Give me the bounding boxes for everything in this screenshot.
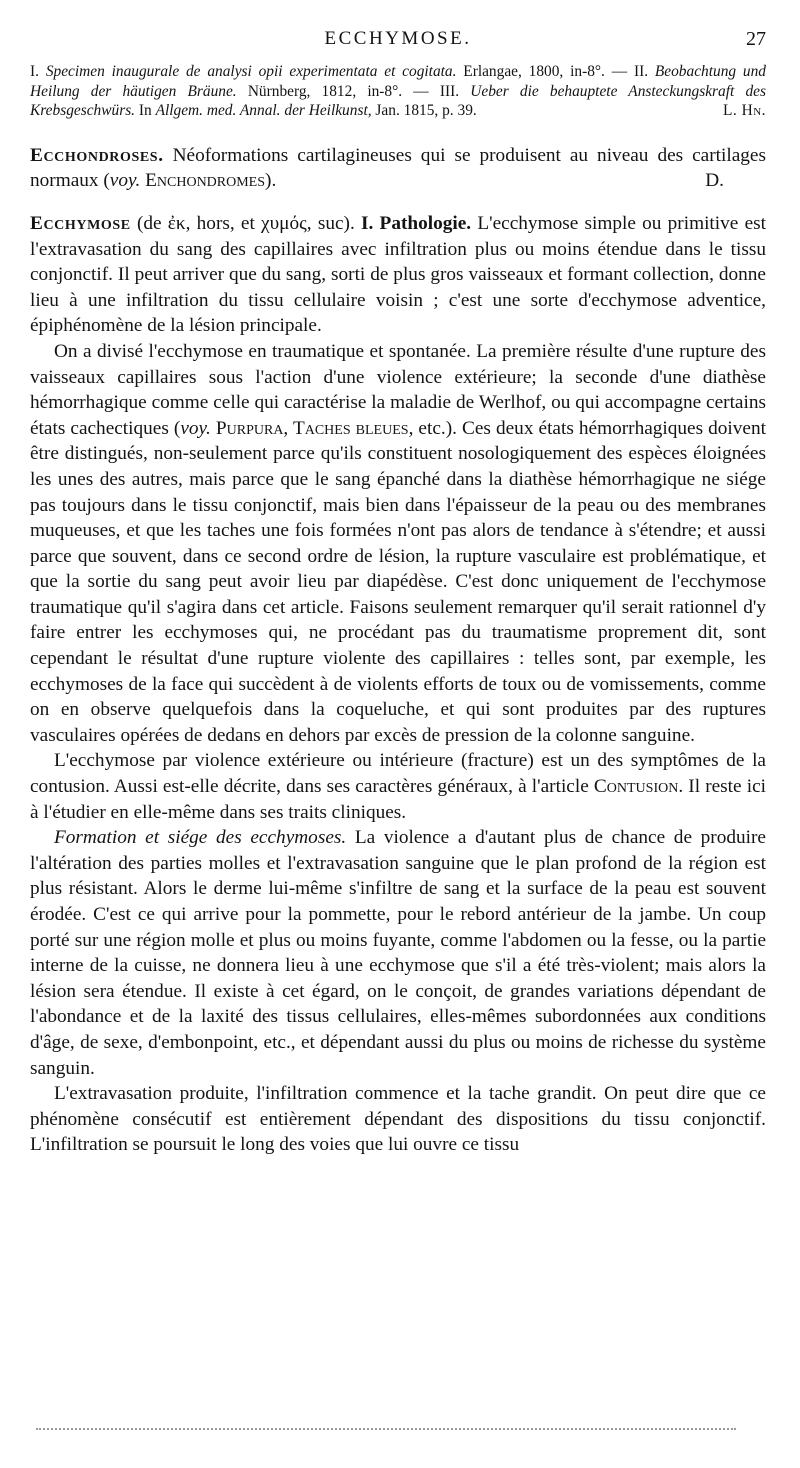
paragraph-text: L'ecchymose par violence extérieure ou intérieure (fracture) est un des symptômes de la contusion. Aussi est-elle décrite, dans ses caractères généraux, à l'article bbox=[30, 750, 766, 798]
section-heading: I. Pathologie. bbox=[361, 212, 472, 234]
running-title: ECCHYMOSE. bbox=[324, 28, 472, 49]
bibliography-block bbox=[30, 62, 766, 121]
biblio-title: Specimen inaugurale de analysi opii experimentata et cogitata. bbox=[45, 63, 457, 80]
cross-reference: Contusion bbox=[593, 776, 679, 798]
paragraph bbox=[30, 1081, 766, 1158]
paragraph-text: On a divisé l'ecchymose en traumatique et spontanée. La première résulte d'une rupture des vaisseaux capillaires sous l'action d'une violence extérieure; la seconde d'une diathèse hémorrhagique comme celle qui caractérise la maladie de Werlhof, ou qui accompagne certains états cachectiques ( bbox=[30, 340, 766, 439]
bottom-dotted-rule bbox=[36, 1428, 736, 1430]
document-page bbox=[30, 26, 766, 1158]
see-also-label: voy. bbox=[180, 417, 211, 439]
cross-reference: Enchondromes bbox=[140, 170, 266, 192]
paragraph bbox=[30, 825, 766, 1081]
biblio-title: Beobachtung und Heilung der häutigen Bräune. bbox=[30, 63, 766, 100]
biblio-text: Nürnberg, 1812, in-8°. — III. bbox=[236, 82, 471, 100]
paragraph-text: . Il reste ici à l'étudier en elle-même dans ses traits cliniques. bbox=[30, 776, 767, 823]
paragraph bbox=[30, 339, 766, 749]
cross-reference: Purpura, Taches bleues bbox=[210, 417, 409, 439]
paragraph-text: , etc.). Ces deux états hémorrhagiques doivent être distingués, non-seulement parce qu'ils constituent nosologiquement des espèces éloignées les unes des autres, mais parce que le sang épanché dans la diathèse hémorrhagique ne siége pas toujours dans le tissu conjonctif, mais bien dans l'épaisseur de la peau ou des membranes muqueuses, et que les taches une fois formées n'ont pas alors de tendance à s'étendre; et aussi parce que souvent, dans ce second ordre de lésion, la rupture vasculaire est problématique, et que la sortie du sang peut avoir lieu par diapédèse. C'est donc uniquement de l'ecchymose traumatique qu'il s'agira dans cet article. Faisons seulement remarquer qu'il serait rationnel d'y faire entrer les ecchymoses qui, ne procédant pas du traumatisme proprement dit, sont cependant le résultat d'une rupture violente des capillaires : telles sont, par exemple, les ecchymoses de la face qui succèdent à de violents efforts de toux ou de vomissements, comme on en observe quelquefois dans la coqueluche, et qui sont produites par des ruptures vasculaires opérées de dedans en dehors par excès de pression de la colonne sanguine. bbox=[30, 417, 766, 746]
paragraph bbox=[30, 748, 766, 825]
biblio-text: In bbox=[135, 102, 156, 120]
author-signature: L. Hn. bbox=[722, 102, 766, 120]
entry-ecchondroses bbox=[30, 143, 766, 194]
paragraph-text: L'ecchymose simple ou primitive est l'extravasation du sang des capillaires avec infiltration plus ou moins étendue dans le tissu conjonctif. Il peut arriver que du sang, sorti de plus gros vaisseaux et formant collection, donne lieu à une infiltration du tissu cellulaire voisin ; c'est une sorte d'ecchymose adventice, épiphénomène de la lésion principale. bbox=[30, 212, 766, 337]
paragraph-text: L'extravasation produite, l'infiltration commence et la tache grandit. On peut dire que ce phénomène consécutif est entièrement dépendant des dispositions du tissu conjonctif. L'infiltration se poursuit le long des voies que lui ouvre ce tissu bbox=[30, 1083, 766, 1156]
author-signature: D. bbox=[705, 170, 724, 192]
etymology: (de ἐκ, hors, et χυμός, suc). bbox=[130, 212, 361, 234]
entry-headword: Ecchondroses. bbox=[30, 144, 164, 166]
biblio-text: Erlangae, 1800, in-8°. — II. bbox=[456, 63, 655, 80]
page-number: 27 bbox=[746, 28, 766, 50]
paragraph-text: La violence a d'autant plus de chance de produire l'altération des parties molles et l'extravasation sanguine que le plan profond de la région est plus résistant. Alors le derme lui-même s'infiltre de sang et la surface de la peau est souvent érodée. C'est ce qui arrive pour la pommette, pour le rebord antérieur de la jambe. Un coup porté sur une région molle et plus ou moins fuyante, comme l'abdomen ou la fesse, ou la partie interne de la cuisse, ne donnera lieu à une ecchymose que s'il a été très-violent; mais alors la lésion sera étendue. Il existe à cet égard, on le conçoit, de grandes variations dépendant de l'abondance et de la laxité des tissus cellulaires, elles-mêmes subordonnées aux conditions d'âge, de sexe, d'embonpoint, etc., et dépendant aussi du plus ou moins de richesse du système sanguin. bbox=[30, 827, 766, 1079]
subsection-title: Formation et siége des ecchymoses. bbox=[54, 827, 347, 849]
biblio-title: Ueber die behauptete Ansteckungskraft des Krebsgeschwürs. bbox=[30, 82, 766, 120]
see-also-label: voy. bbox=[109, 170, 141, 192]
biblio-text: I. bbox=[30, 63, 46, 80]
entry-ecchymose bbox=[30, 211, 766, 1158]
entry-text: Néoformations cartilagineuses qui se produisent au niveau des cartilages normaux ( bbox=[30, 144, 766, 192]
running-head bbox=[30, 26, 766, 56]
biblio-journal: Allgem. med. Annal. der Heilkunst, bbox=[155, 102, 372, 120]
entry-text: ). bbox=[265, 170, 277, 192]
entry-headword: Ecchymose bbox=[30, 212, 131, 234]
paragraph bbox=[30, 211, 766, 339]
biblio-text: Jan. 1815, p. 39. bbox=[371, 102, 477, 120]
